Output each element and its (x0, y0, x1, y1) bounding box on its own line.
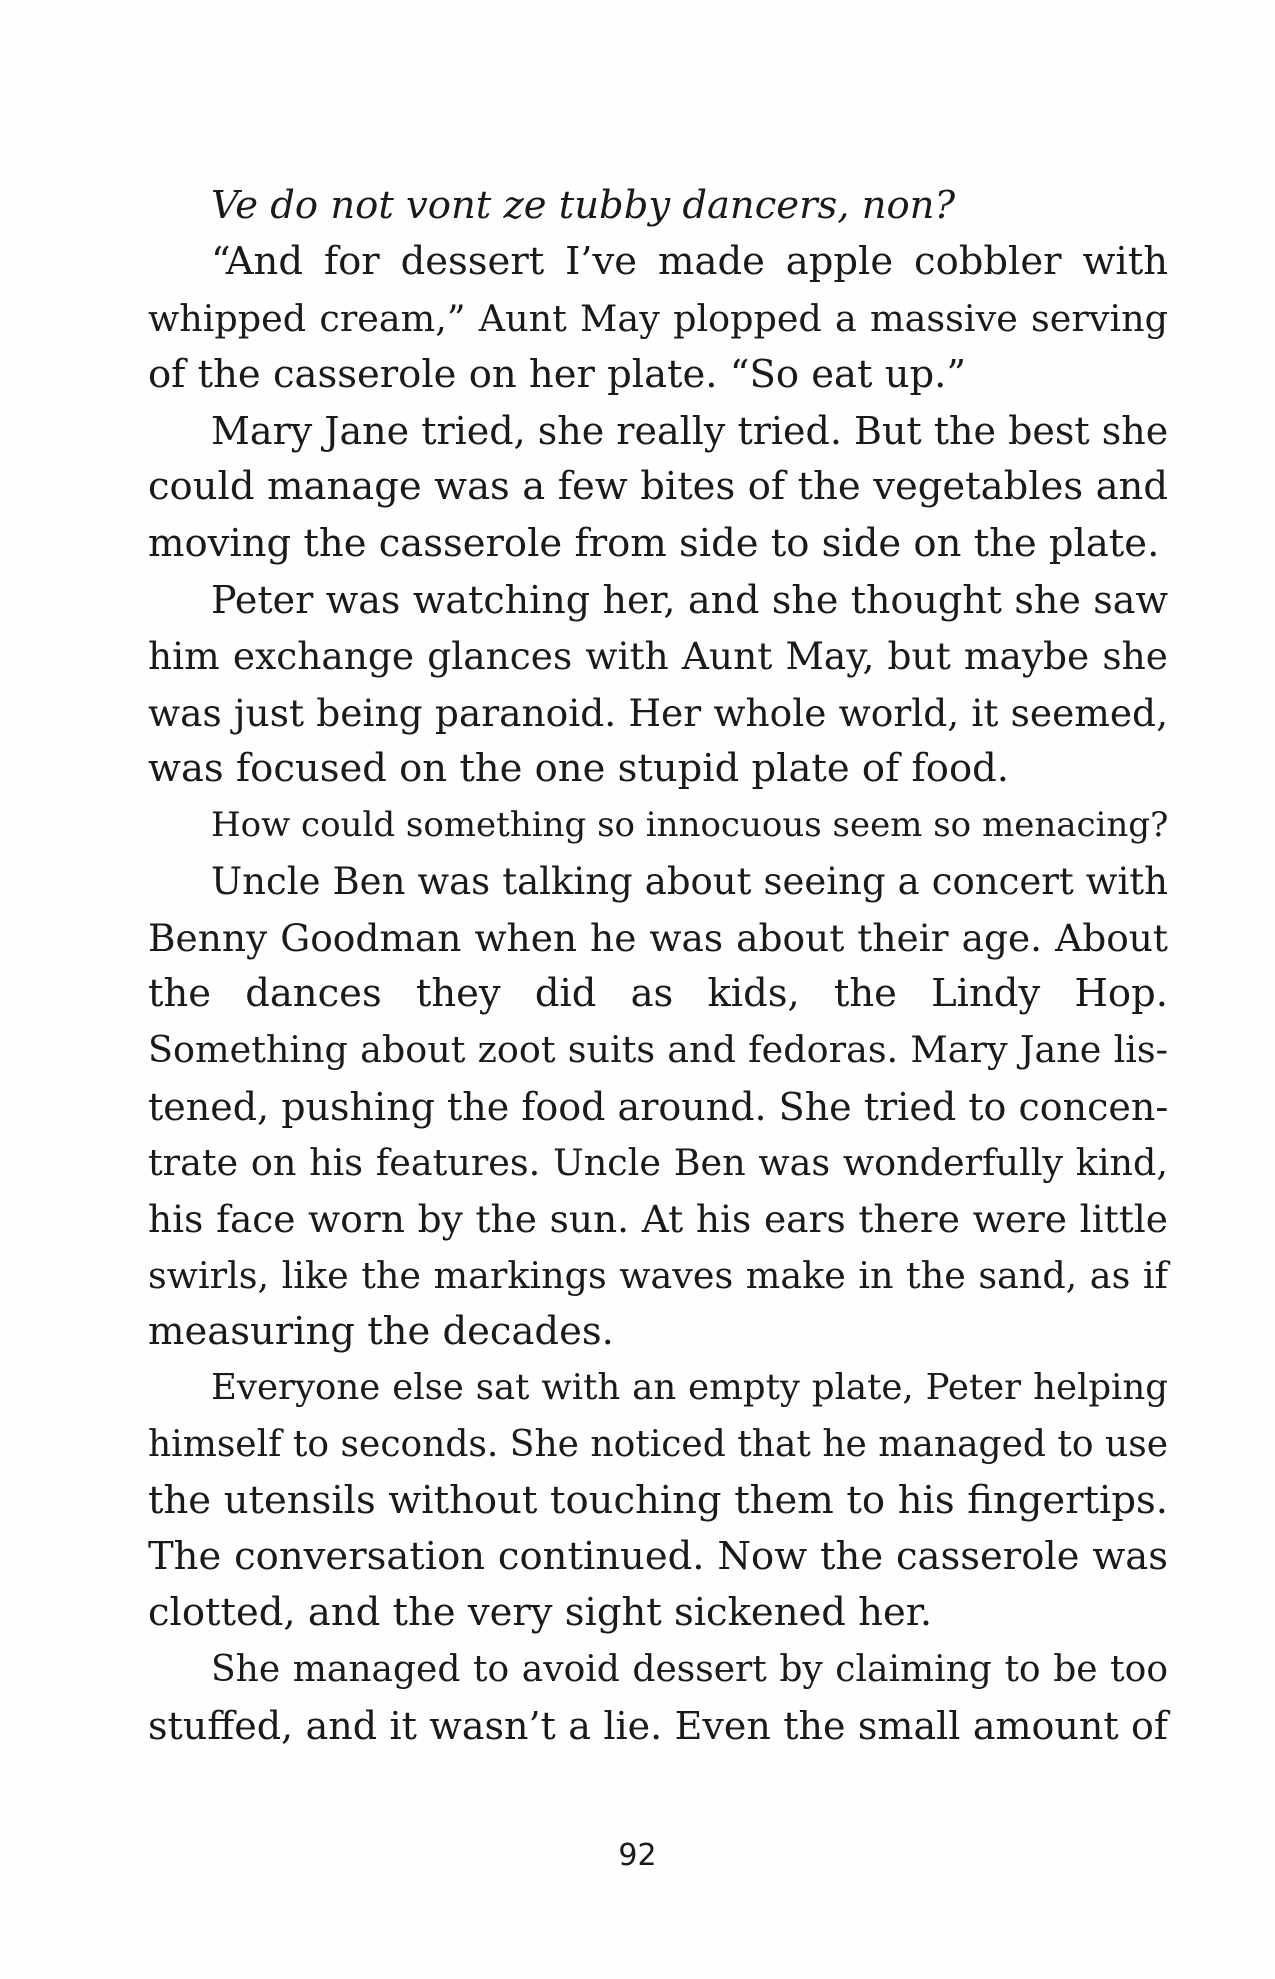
text-line: Peter was watching her, and she thought she saw (211, 578, 1168, 623)
text-line: clotted, and the very sight sickened her. (148, 1590, 933, 1636)
text-line: the utensils without touching them to his fingertips. (148, 1477, 1168, 1523)
text-line: Something about zoot suits and fedoras. Mary Jane lis- (148, 1028, 1168, 1072)
text-line: measuring the decades. (148, 1308, 614, 1354)
text-line: Mary Jane tried, she really tried. But the best she (211, 409, 1169, 454)
page-number: 92 (618, 1838, 657, 1873)
text-line: whipped cream,” Aunt May plopped a massive serving (148, 296, 1168, 340)
text-line: She managed to avoid dessert by claiming to be too (211, 1648, 1168, 1690)
text-line: himself to seconds. She noticed that he managed to use (148, 1423, 1168, 1465)
text-line: of the casserole on her plate. “So eat up.” (148, 351, 967, 397)
text-line: Everyone else sat with an empty plate, Peter helping (211, 1367, 1168, 1409)
text-line: “And for dessert I’ve made apple cobbler with (211, 239, 1168, 285)
text-line: his face worn by the sun. At his ears there were little (148, 1197, 1168, 1242)
text-line: the dances they did as kids, the Lindy Hop. (148, 971, 1168, 1017)
text-line: How could something so innocuous seem so menacing? (211, 805, 1169, 846)
text-line: was focused on the one stupid plate of food. (148, 745, 1010, 791)
text-line: Ve do not vont ze tubby dancers, non? (211, 183, 956, 228)
text-line: could manage was a few bites of the vegetables and (148, 464, 1168, 510)
text-line: moving the casserole from side to side on the plate. (148, 520, 1160, 566)
text-line: was just being paranoid. Her whole world, it seemed, (148, 690, 1168, 735)
text-line: The conversation continued. Now the casserole was (148, 1534, 1168, 1580)
body-text (148, 178, 1168, 1754)
text-line: him exchange glances with Aunt May, but maybe she (148, 634, 1168, 679)
text-line: trate on his features. Uncle Ben was wonderfully kind, (148, 1141, 1168, 1185)
text-line: stuffed, and it wasn’t a lie. Even the small amount of (148, 1704, 1168, 1749)
text-line: Uncle Ben was talking about seeing a concert with (211, 859, 1168, 903)
text-line: Benny Goodman when he was about their age. About (148, 915, 1168, 960)
text-line: swirls, like the markings waves make in the sand, as if (148, 1253, 1168, 1297)
text-line: tened, pushing the food around. She tried to concen- (148, 1084, 1169, 1129)
